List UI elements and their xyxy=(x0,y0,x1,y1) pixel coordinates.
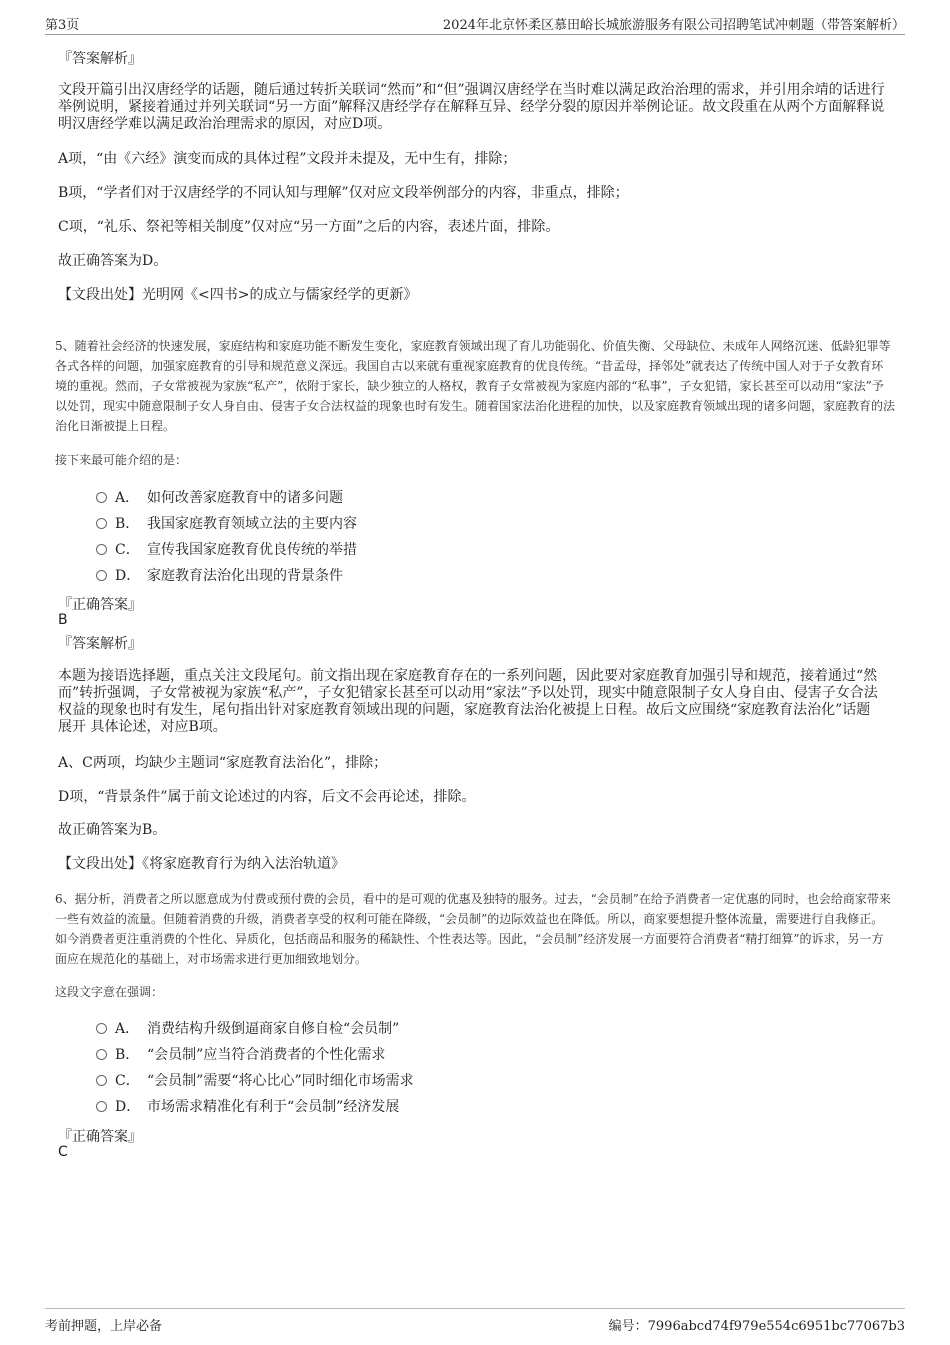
q6-option-c[interactable]: C． “会员制”需要“将心比心”同时细化市场需求 xyxy=(96,1070,414,1090)
q5-question: 接下来最可能介绍的是： xyxy=(55,453,188,467)
q4-analysis-option-c: C项，“礼乐、祭祀等相关制度”仅对应“另一方面”之后的内容，表述片面，排除。 xyxy=(58,219,560,235)
q6-question: 这段文字意在强调： xyxy=(55,985,164,999)
page-header xyxy=(45,14,905,35)
q5-option-b[interactable]: B． 我国家庭教育领域立法的主要内容 xyxy=(96,513,357,533)
radio-icon[interactable] xyxy=(96,1075,107,1086)
q5-source: 【文段出处】《将家庭教育行为纳入法治轨道》 xyxy=(58,856,345,872)
q4-source: 【文段出处】光明网《<四书>的成立与儒家经学的更新》 xyxy=(58,287,418,303)
radio-icon[interactable] xyxy=(96,544,107,555)
page-footer xyxy=(45,1308,905,1337)
q6-option-d[interactable]: D． 市场需求精准化有利于“会员制”经济发展 xyxy=(96,1096,399,1116)
q6-option-b[interactable]: B． “会员制”应当符合消费者的个性化需求 xyxy=(96,1044,385,1064)
q5-analysis-paragraph: 本题为接语选择题，重点关注文段尾句。前文指出现在家庭教育存在的一系列问题，因此要对家庭教育加强引导和规范，接着通过“然而”转折强调，子女常被视为家族“私产”，子女犯错家长甚至可以动用“家法”予以处罚，现实中随意限制子女人身自由、侵害子女合法权益的现象也时有发生，尾句指出针对家庭教育领域出现的问题，家庭教育法治化被提上日程。故后文应围绕“家庭教育法治化”话题 展开 具体论述，对应B项。 xyxy=(58,668,878,735)
q5-answer: B xyxy=(58,612,68,628)
radio-icon[interactable] xyxy=(96,570,107,581)
q4-conclusion: 故正确答案为D。 xyxy=(58,253,168,269)
radio-icon[interactable] xyxy=(96,1023,107,1034)
q5-option-a[interactable]: A． 如何改善家庭教育中的诸多问题 xyxy=(96,487,343,507)
q4-analysis-paragraph: 文段开篇引出汉唐经学的话题，随后通过转折关联词“然而”和“但”强调汉唐经学在当时难以满足政治治理的需求，并引用余靖的话进行举例说明，紧接着通过并列关联词“另一方面”解释汉唐经学存在解释互异、经学分裂的原因并举例论证。故文段重在从两个方面解释说明汉唐经学难以满足政治治理需求的原因，对应D项。 xyxy=(58,82,885,132)
document-code: 编号：7996abcd74f979e554c6951bc77067b3 xyxy=(608,1319,905,1334)
q5-analysis-option-ac: A、C两项，均缺少主题词“家庭教育法治化”，排除； xyxy=(58,755,388,771)
q5-analysis-option-d: D项，“背景条件”属于前文论述过的内容，后文不会再论述，排除。 xyxy=(58,789,476,805)
q6-option-a[interactable]: A． 消费结构升级倒逼商家自修自检“会员制” xyxy=(96,1018,399,1038)
q5-analysis-tag: 『答案解析』 xyxy=(58,636,142,652)
radio-icon[interactable] xyxy=(96,1101,107,1112)
q4-analysis-option-b: B项，“学者们对于汉唐经学的不同认知与理解”仅对应文段举例部分的内容，非重点，排除； xyxy=(58,185,629,201)
q5-option-c[interactable]: C． 宣传我国家庭教育优良传统的举措 xyxy=(96,539,357,559)
q5-option-d[interactable]: D． 家庭教育法治化出现的背景条件 xyxy=(96,565,343,585)
q6-answer-tag: 『正确答案』 xyxy=(58,1129,142,1145)
q6-stem: 6、据分析，消费者之所以愿意成为付费或预付费的会员，看中的是可观的优惠及独特的服务。过去，“会员制”在给予消费者一定优惠的同时，也会给商家带来一些有效益的流量。但随着消费的升级，消费者享受的权利可能在降级，“会员制”的边际效益也在降低。所以，商家要想提升整体流量，需要进行自我修正。如今消费者更注重消费的个性化、异质化，包括商品和服务的稀缺性、个性表达等。因此，“会员制”经济发展一方面要符合消费者“精打细算”的诉求，另一方面应在规范化的基础上，对市场需求进行更加细致地划分。 xyxy=(55,892,891,966)
q6-answer: C xyxy=(58,1144,68,1160)
radio-icon[interactable] xyxy=(96,1049,107,1060)
q5-answer-tag: 『正确答案』 xyxy=(58,597,142,613)
radio-icon[interactable] xyxy=(96,492,107,503)
q4-analysis-tag: 『答案解析』 xyxy=(58,51,142,67)
document-title: 2024年北京怀柔区慕田峪长城旅游服务有限公司招聘笔试冲刺题（带答案解析） xyxy=(442,18,905,33)
footer-slogan: 考前押题，上岸必备 xyxy=(45,1319,163,1334)
q5-conclusion: 故正确答案为B。 xyxy=(58,822,167,838)
q5-stem: 5、随着社会经济的快速发展，家庭结构和家庭功能不断发生变化，家庭教育领域出现了育儿功能弱化、价值失衡、父母缺位、未成年人网络沉迷、低龄犯罪等各式各样的问题，加强家庭教育的引导和规范意义深远。我国自古以来就有重视家庭教育的优良传统。“昔孟母，择邻处”就表达了传统中国人对于子女教育环境的重视。然而，子女常被视为家族“私产”，依附于家长，缺少独立的人格权，教育子女常被视为家庭内部的“私事”，子女犯错，家长甚至可以动用“家法”予以处罚，现实中随意限制子女人身自由、侵害子女合法权益的现象也时有发生。随着国家法治化进程的加快，以及家庭教育领域出现的诸多问题，家庭教育的法治化日渐被提上日程。 xyxy=(55,339,896,433)
page-number: 第3页 xyxy=(45,18,80,33)
q4-analysis-option-a: A项，“由《六经》演变而成的具体过程”文段并未提及，无中生有，排除； xyxy=(58,151,517,167)
radio-icon[interactable] xyxy=(96,518,107,529)
